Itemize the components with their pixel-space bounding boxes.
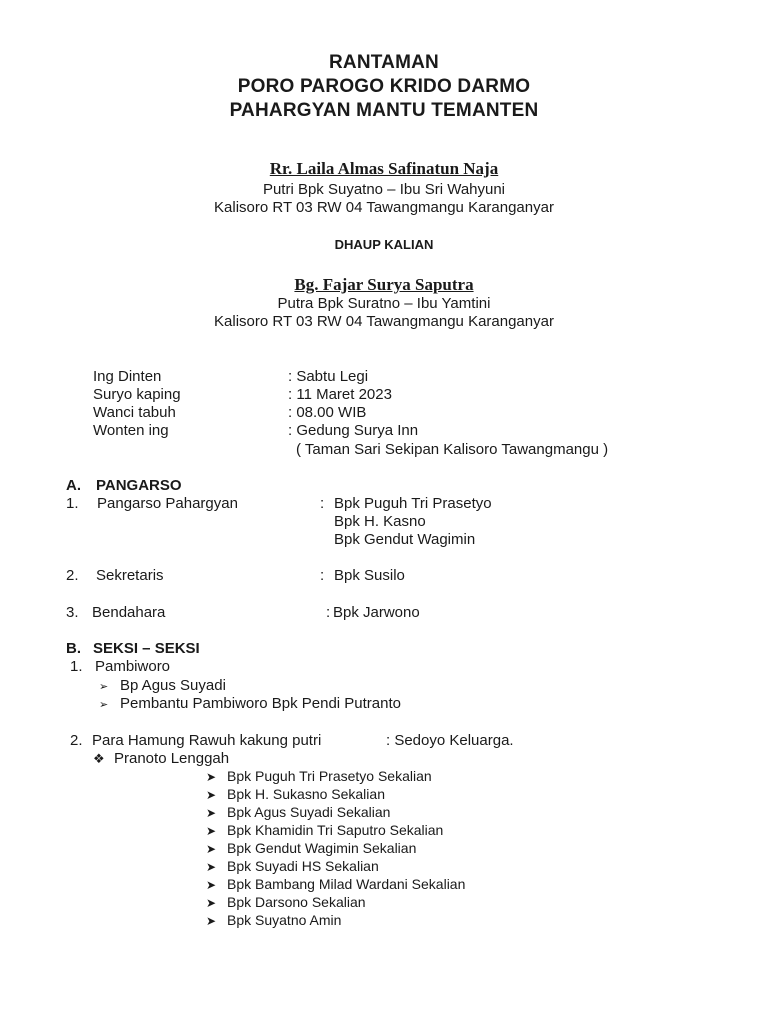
event-label: Ing Dinten xyxy=(93,368,162,385)
arrow-bullet-icon: ➤ xyxy=(206,842,217,856)
item-number: 1. xyxy=(66,495,79,512)
section-a-letter: A. xyxy=(66,477,81,494)
item-value: Bpk Susilo xyxy=(334,567,405,584)
item-number: 3. xyxy=(66,604,79,621)
item-label: Para Hamung Rawuh kakung putri xyxy=(92,732,322,749)
item-number: 2. xyxy=(66,567,79,584)
arrow-bullet-icon: ➢ xyxy=(99,699,109,711)
section-a-heading: PANGARSO xyxy=(96,477,182,494)
item-value: Bpk Jarwono xyxy=(333,604,420,621)
item-colon: : xyxy=(320,567,325,584)
bride-parents: Putri Bpk Suyatno – Ibu Sri Wahyuni xyxy=(262,181,506,198)
item-label: Sekretaris xyxy=(96,567,164,584)
list-item: Bpk Gendut Wagimin Sekalian xyxy=(227,840,417,856)
event-value: : 11 Maret 2023 xyxy=(288,386,392,403)
bullet-item: Pembantu Pambiworo Bpk Pendi Putranto xyxy=(120,695,401,712)
title-line-2: PORO PAROGO KRIDO DARMO xyxy=(237,76,531,97)
title-line-3: PAHARGYAN MANTU TEMANTEN xyxy=(229,100,539,121)
arrow-bullet-icon: ➢ xyxy=(99,681,109,693)
list-item: Bpk H. Sukasno Sekalian xyxy=(227,786,385,802)
item-value: Bpk H. Kasno xyxy=(334,513,426,530)
item-number: 2. xyxy=(70,732,83,749)
bullet-item: Bp Agus Suyadi xyxy=(120,677,226,694)
list-item: Bpk Suyadi HS Sekalian xyxy=(227,858,379,874)
list-item: Bpk Puguh Tri Prasetyo Sekalian xyxy=(227,768,432,784)
item-value: Bpk Gendut Wagimin xyxy=(334,531,476,548)
item-label: Pambiworo xyxy=(95,658,171,675)
arrow-bullet-icon: ➤ xyxy=(206,770,217,784)
section-b-letter: B. xyxy=(66,640,81,657)
item-colon: : xyxy=(320,495,325,512)
event-value: : Gedung Surya Inn xyxy=(288,422,419,439)
list-item: Bpk Khamidin Tri Saputro Sekalian xyxy=(227,822,444,838)
list-item: Bpk Darsono Sekalian xyxy=(227,894,366,910)
arrow-bullet-icon: ➤ xyxy=(206,788,217,802)
item-value: Bpk Puguh Tri Prasetyo xyxy=(334,495,492,512)
event-label: Wonten ing xyxy=(93,422,169,439)
list-item: Bpk Bambang Milad Wardani Sekalian xyxy=(227,876,466,892)
item-label: Pangarso Pahargyan xyxy=(97,495,238,512)
event-label: Wanci tabuh xyxy=(93,404,176,421)
item-label: Bendahara xyxy=(92,604,166,621)
groom-parents: Putra Bpk Suratno – Ibu Yamtini xyxy=(277,295,491,312)
arrow-bullet-icon: ➤ xyxy=(206,914,217,928)
section-b-heading: SEKSI – SEKSI xyxy=(93,640,200,657)
groom-name: Bg. Fajar Surya Saputra xyxy=(294,275,474,294)
arrow-bullet-icon: ➤ xyxy=(206,824,217,838)
arrow-bullet-icon: ➤ xyxy=(206,878,217,892)
event-value: : 08.00 WIB xyxy=(288,404,367,421)
item-value: : Sedoyo Keluarga. xyxy=(386,732,514,749)
event-location-note: ( Taman Sari Sekipan Kalisoro Tawangmangu ) xyxy=(296,441,609,458)
bride-name: Rr. Laila Almas Safinatun Naja xyxy=(269,159,499,178)
title-line-1: RANTAMAN xyxy=(329,52,439,73)
connector-text: DHAUP KALIAN xyxy=(334,237,434,252)
arrow-bullet-icon: ➤ xyxy=(206,896,217,910)
item-colon: : xyxy=(326,604,331,621)
arrow-bullet-icon: ➤ xyxy=(206,860,217,874)
item-number: 1. xyxy=(70,658,83,675)
sub-label: Pranoto Lenggah xyxy=(114,750,230,767)
list-item: Bpk Agus Suyadi Sekalian xyxy=(227,804,391,820)
groom-address: Kalisoro RT 03 RW 04 Tawangmangu Karanganyar xyxy=(214,313,554,330)
diamond-bullet-icon: ❖ xyxy=(93,751,105,766)
event-label: Suryo kaping xyxy=(93,386,181,403)
list-item: Bpk Suyatno Amin xyxy=(227,912,342,928)
arrow-bullet-icon: ➤ xyxy=(206,806,217,820)
bride-address: Kalisoro RT 03 RW 04 Tawangmangu Karanganyar xyxy=(214,199,554,216)
event-value: : Sabtu Legi xyxy=(288,368,369,385)
